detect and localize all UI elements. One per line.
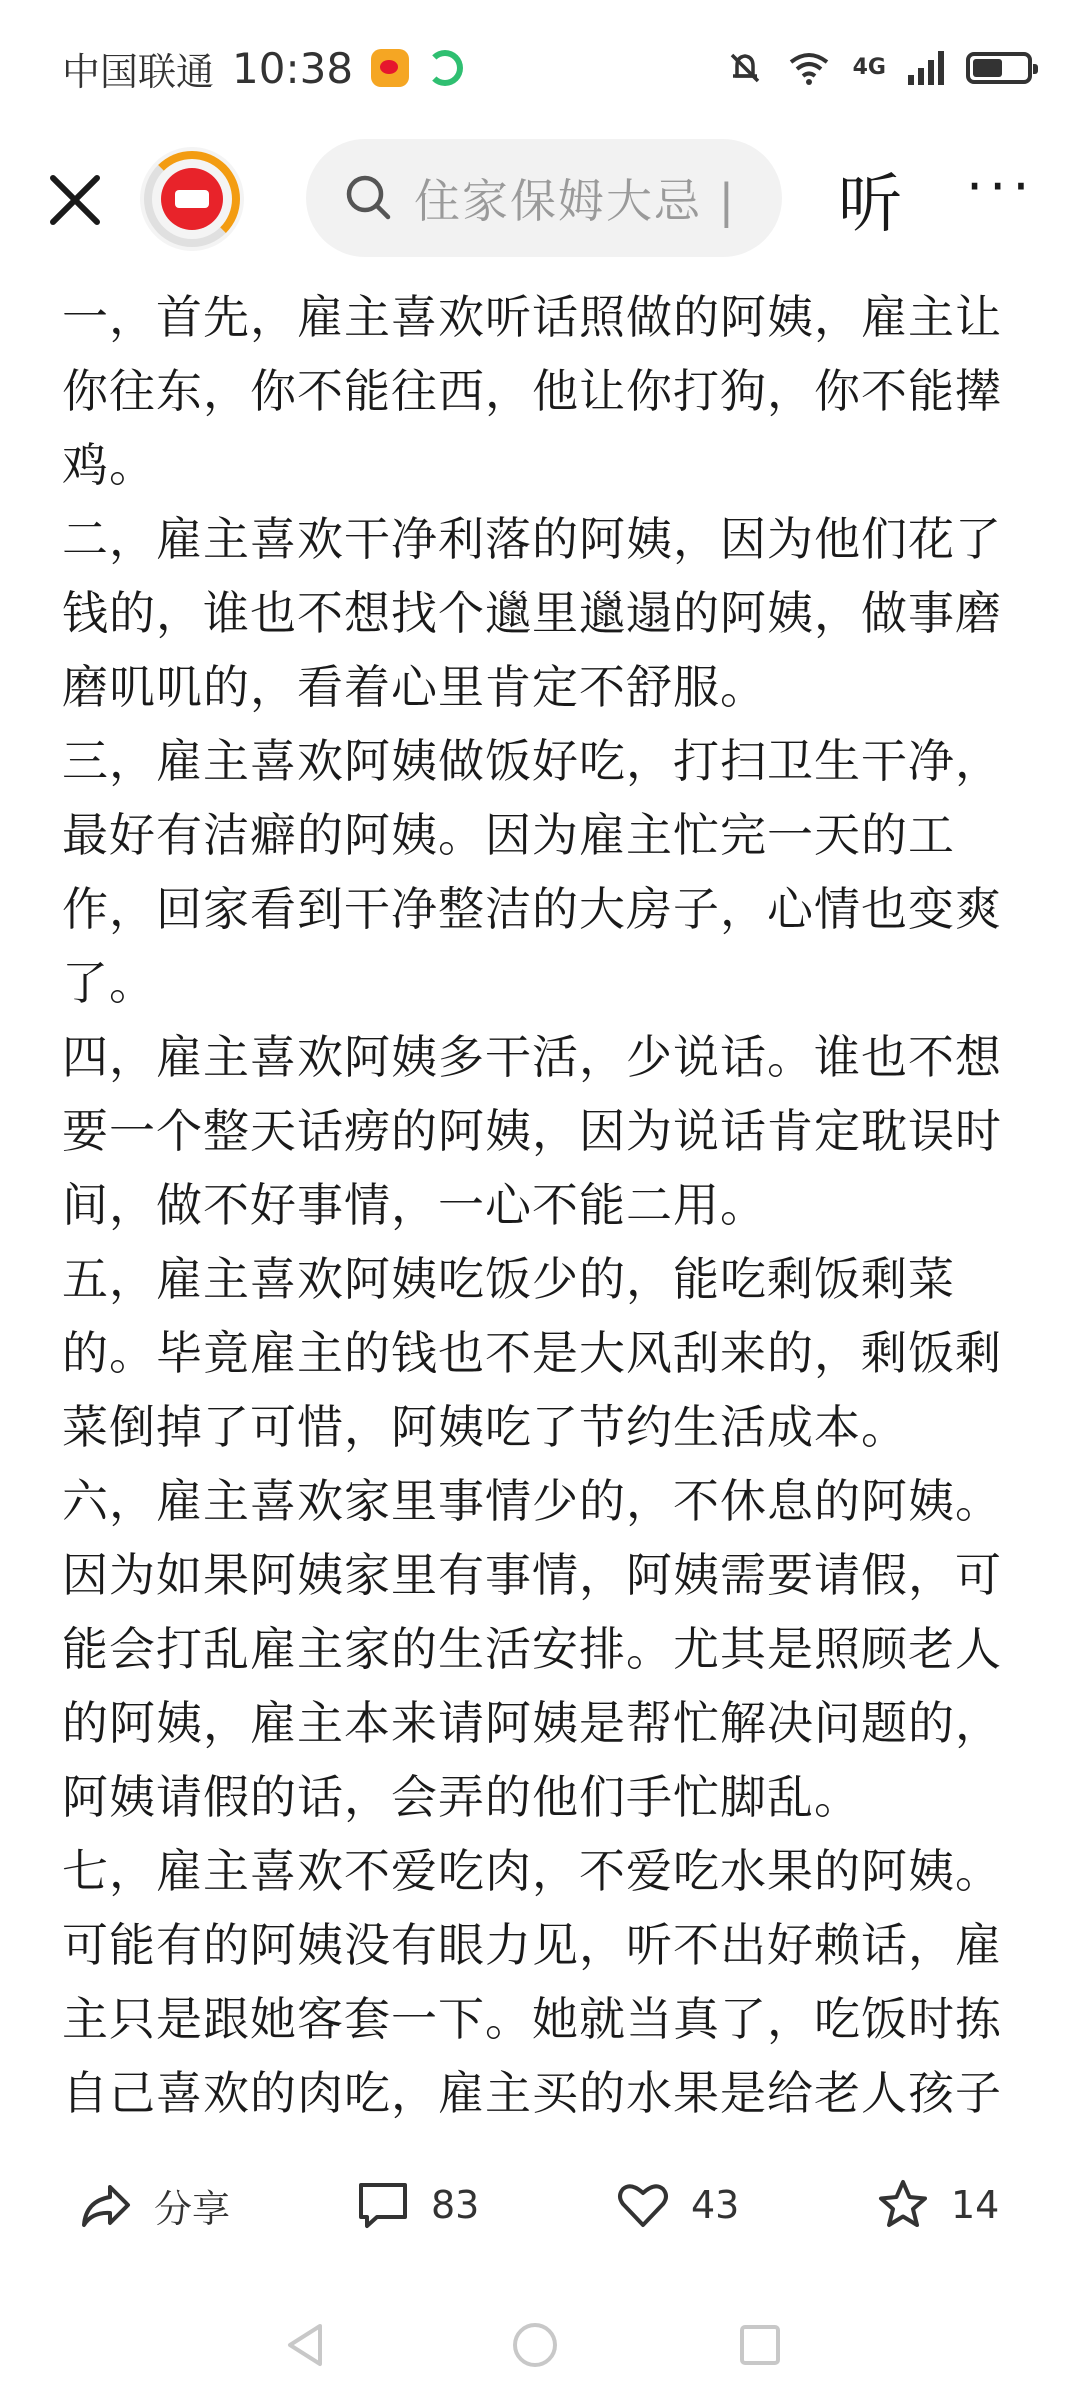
- weibo-icon: [371, 49, 409, 87]
- system-nav-bar: [0, 2300, 1080, 2388]
- more-options-button[interactable]: ···: [966, 155, 1036, 218]
- close-icon: [47, 172, 103, 228]
- article-paragraph-3: 三，雇主喜欢阿姨做饭好吃，打扫卫生干净，最好有洁癖的阿姨。因为雇主忙完一天的工作，回家看到干净整洁的大房子，心情也变爽了。: [62, 734, 1002, 1010]
- comments-count: 83: [431, 2183, 480, 2227]
- top-toolbar: [0, 135, 1080, 265]
- like-button[interactable]: [615, 2165, 739, 2245]
- article-body: [62, 280, 1022, 2135]
- favorite-button[interactable]: [875, 2165, 999, 2245]
- article-paragraph-4: 四，雇主喜欢阿姨多干活，少说话。谁也不想要一个整天话痨的阿姨，因为说话肯定耽误时间，做不好事情，一心不能二用。: [62, 1030, 1002, 1232]
- article-paragraph-6: 六，雇主喜欢家里事情少的，不休息的阿姨。因为如果阿姨家里有事情，阿姨需要请假，可能会打乱雇主家的生活安排。尤其是照顾老人的阿姨，雇主本来请阿姨是帮忙解决问题的，阿姨请假的话，会弄的他们手忙脚乱。: [62, 1474, 1002, 1824]
- status-left: [62, 38, 463, 98]
- back-icon[interactable]: [280, 2320, 330, 2370]
- search-icon: [340, 169, 398, 227]
- comments-button[interactable]: [355, 2165, 479, 2245]
- search-bar[interactable]: [306, 139, 782, 257]
- article-paragraph-5: 五，雇主喜欢阿姨吃饭少的，能吃剩饭剩菜的。毕竟雇主的钱也不是大风刮来的，剩饭剩菜倒掉了可惜，阿姨吃了节约生活成本。: [62, 1252, 1002, 1454]
- author-avatar[interactable]: [140, 147, 244, 251]
- carrier-name: 中国联通: [62, 49, 215, 94]
- recent-apps-icon[interactable]: [735, 2320, 785, 2370]
- wifi-icon: [787, 50, 831, 86]
- likes-count: 43: [691, 2183, 740, 2227]
- status-bar: [0, 0, 1080, 130]
- battery-icon: [966, 52, 1032, 84]
- avatar-image: [161, 168, 223, 230]
- search-placeholder: 住家保姆大忌 |: [414, 174, 737, 228]
- star-icon: [875, 2177, 931, 2233]
- share-button[interactable]: [78, 2165, 230, 2245]
- listen-button[interactable]: 听: [838, 168, 902, 242]
- comment-icon: [355, 2177, 411, 2233]
- battery-level: [973, 59, 1002, 77]
- share-label: 分享: [154, 2186, 231, 2231]
- share-icon: [78, 2177, 134, 2233]
- status-time: 10:38: [232, 43, 354, 93]
- mute-icon: [725, 48, 765, 88]
- heart-icon: [615, 2177, 671, 2233]
- article-paragraph-2: 二，雇主喜欢干净利落的阿姨，因为他们花了钱的，谁也不想找个邋里邋遢的阿姨，做事磨磨叽叽的，看着心里肯定不舒服。: [62, 512, 1002, 714]
- article-paragraph-7: 七，雇主喜欢不爱吃肉，不爱吃水果的阿姨。可能有的阿姨没有眼力见，听不出好赖话，雇主只是跟她客套一下。她就当真了，吃饭时拣自己喜欢的肉吃，雇主买的水果是给老人孩子: [62, 1844, 1002, 2120]
- article-paragraph-1: 一，首先，雇主喜欢听话照做的阿姨，雇主让你往东，你不能往西，他让你打狗，你不能撵鸡。: [62, 290, 1002, 492]
- home-icon[interactable]: [510, 2320, 560, 2370]
- signal-icon: [908, 51, 944, 85]
- status-right: [725, 38, 1032, 98]
- network-type: 4G: [852, 55, 886, 80]
- action-bar: [0, 2165, 1080, 2245]
- close-button[interactable]: [40, 165, 110, 235]
- favorites-count: 14: [951, 2183, 1000, 2227]
- sync-app-icon: [427, 50, 463, 86]
